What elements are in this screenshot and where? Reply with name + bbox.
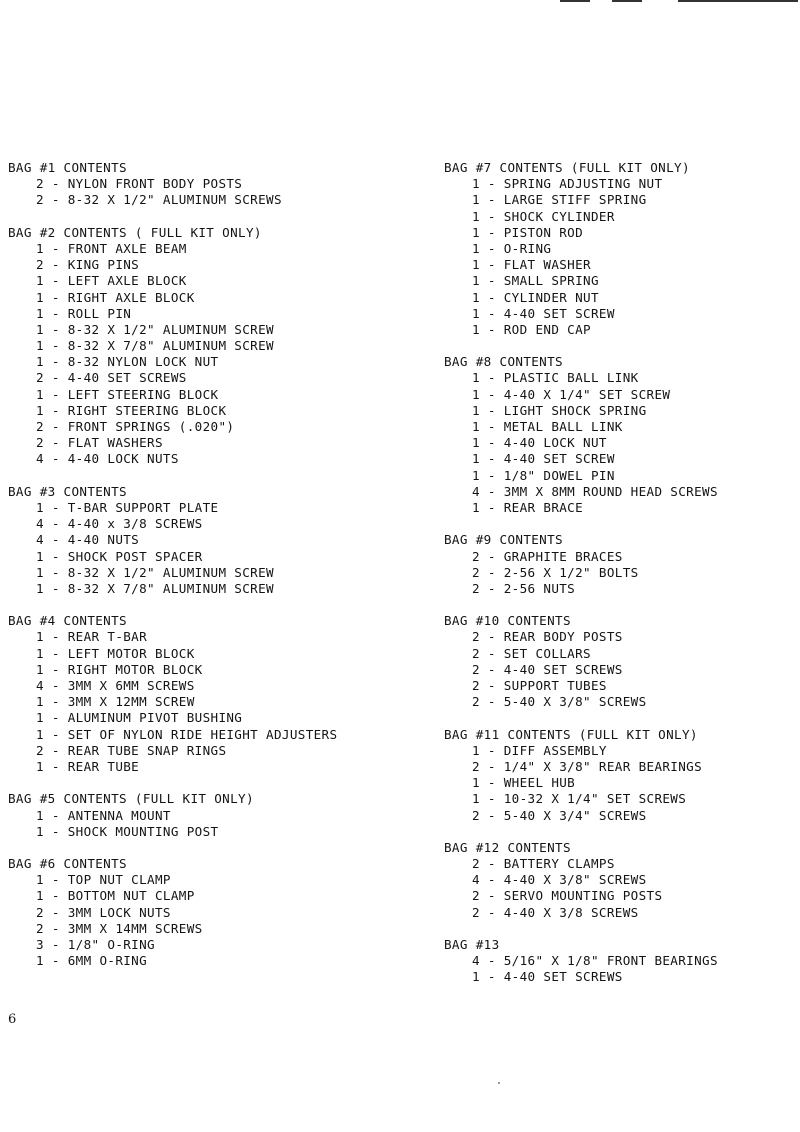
bag-item: 1 - FLAT WASHER bbox=[472, 257, 591, 273]
bag-item: 1 - DIFF ASSEMBLY bbox=[472, 742, 607, 758]
bag-item: 1 - SHOCK POST SPACER bbox=[36, 548, 203, 564]
bag-item: 1 - ROD END CAP bbox=[472, 321, 591, 337]
bag-section bbox=[8, 160, 428, 209]
bag-item: 1 - CYLINDER NUT bbox=[472, 289, 599, 305]
bag-title: BAG #9 CONTENTS bbox=[444, 532, 563, 548]
bag-title: BAG #4 CONTENTS bbox=[8, 613, 127, 629]
bag-section bbox=[444, 160, 794, 338]
bag-item: 2 - 3MM LOCK NUTS bbox=[36, 904, 171, 920]
bag-item: 1 - 1/8" DOWEL PIN bbox=[472, 467, 615, 483]
bag-item: 2 - 3MM X 14MM SCREWS bbox=[36, 920, 203, 936]
bag-item: 4 - 4-40 x 3/8 SCREWS bbox=[36, 516, 203, 532]
bag-item: 2 - FRONT SPRINGS (.020") bbox=[36, 419, 235, 434]
bag-item: 1 - LEFT MOTOR BLOCK bbox=[36, 645, 195, 661]
bag-item: 1 - 6MM O-RING bbox=[36, 953, 148, 969]
bag-item: 2 - FLAT WASHERS bbox=[36, 435, 163, 451]
bag-item: 1 - LARGE STIFF SPRING bbox=[472, 192, 647, 208]
bag-item: 1 - 4-40 LOCK NUT bbox=[472, 435, 607, 451]
bag-item: 1 - 8-32 X 1/2" ALUMINUM SCREW bbox=[36, 321, 274, 337]
bag-title: BAG #5 CONTENTS (FULL KIT ONLY) bbox=[8, 791, 254, 807]
bag-item: 1 - 8-32 X 7/8" ALUMINUM SCREW bbox=[36, 338, 274, 354]
bag-item: 1 - SMALL SPRING bbox=[472, 273, 599, 289]
bag-section bbox=[444, 354, 794, 516]
bag-title: BAG #10 CONTENTS bbox=[444, 613, 571, 629]
bag-item: 1 - SET OF NYLON RIDE HEIGHT ADJUSTERS bbox=[36, 726, 338, 742]
scan-top-mark bbox=[560, 0, 590, 2]
bag-item: 1 - ANTENNA MOUNT bbox=[36, 807, 171, 823]
bag-item: 1 - TOP NUT CLAMP bbox=[36, 872, 171, 888]
bag-item: 1 - SHOCK MOUNTING POST bbox=[36, 823, 219, 839]
bag-item: 2 - BATTERY CLAMPS bbox=[472, 856, 615, 872]
bag-item: 1 - METAL BALL LINK bbox=[472, 419, 623, 434]
left-contents-column bbox=[8, 160, 428, 986]
bag-item: 1 - FRONT AXLE BEAM bbox=[36, 240, 187, 256]
bag-title: BAG #11 CONTENTS (FULL KIT ONLY) bbox=[444, 726, 698, 742]
bag-item: 1 - REAR BRACE bbox=[472, 499, 584, 515]
bag-item: 1 - LEFT AXLE BLOCK bbox=[36, 273, 187, 289]
bag-item: 1 - LIGHT SHOCK SPRING bbox=[472, 402, 647, 418]
bag-item: 2 - REAR BODY POSTS bbox=[472, 629, 623, 645]
bag-item: 2 - 4-40 SET SCREWS bbox=[472, 661, 623, 677]
bag-item: 2 - 2-56 X 1/2" BOLTS bbox=[472, 564, 639, 580]
bag-item: 4 - 3MM X 6MM SCREWS bbox=[36, 678, 195, 693]
bag-item: 1 - RIGHT STEERING BLOCK bbox=[36, 402, 227, 418]
bag-item: 4 - 3MM X 8MM ROUND HEAD SCREWS bbox=[472, 483, 718, 499]
bag-item: 4 - 5/16" X 1/8" FRONT BEARINGS bbox=[472, 953, 718, 969]
bag-section bbox=[8, 613, 428, 775]
bag-item: 2 - 5-40 X 3/8" SCREWS bbox=[472, 694, 647, 710]
bag-section bbox=[8, 225, 428, 468]
bag-item: 2 - 4-40 X 3/8 SCREWS bbox=[472, 904, 639, 920]
bag-item: 2 - 4-40 SET SCREWS bbox=[36, 370, 187, 386]
bag-section bbox=[444, 613, 794, 710]
bag-title: BAG #1 CONTENTS bbox=[8, 160, 127, 175]
bag-item: 1 - LEFT STEERING BLOCK bbox=[36, 386, 219, 402]
bag-item: 1 - SPRING ADJUSTING NUT bbox=[472, 176, 663, 192]
bag-item: 1 - PLASTIC BALL LINK bbox=[472, 370, 639, 386]
bag-title: BAG #13 bbox=[444, 937, 500, 952]
bag-section bbox=[444, 532, 794, 597]
right-contents-column bbox=[444, 160, 794, 1002]
bag-item: 1 - PISTON ROD bbox=[472, 224, 584, 240]
scan-top-mark bbox=[678, 0, 798, 2]
bag-item: 1 - REAR T-BAR bbox=[36, 629, 148, 645]
bag-item: 3 - 1/8" O-RING bbox=[36, 937, 155, 952]
bag-item: 1 - REAR TUBE bbox=[36, 758, 140, 774]
bag-item: 2 - 8-32 X 1/2" ALUMINUM SCREWS bbox=[36, 192, 282, 208]
bag-item: 1 - WHEEL HUB bbox=[472, 775, 576, 791]
bag-item: 1 - T-BAR SUPPORT PLATE bbox=[36, 499, 219, 515]
bag-section bbox=[444, 727, 794, 824]
bag-section bbox=[8, 484, 428, 597]
bag-item: 1 - 3MM X 12MM SCREW bbox=[36, 694, 195, 710]
bag-item: 4 - 4-40 NUTS bbox=[36, 532, 140, 548]
bag-item: 1 - RIGHT AXLE BLOCK bbox=[36, 289, 195, 305]
bag-item: 2 - SUPPORT TUBES bbox=[472, 678, 607, 693]
bag-item: 1 - ALUMINUM PIVOT BUSHING bbox=[36, 710, 243, 726]
bag-item: 2 - 5-40 X 3/4" SCREWS bbox=[472, 807, 647, 823]
bag-item: 1 - 8-32 NYLON LOCK NUT bbox=[36, 354, 219, 370]
bag-title: BAG #8 CONTENTS bbox=[444, 354, 563, 370]
bag-item: 2 - 1/4" X 3/8" REAR BEARINGS bbox=[472, 758, 703, 774]
bag-item: 1 - 4-40 SET SCREW bbox=[472, 305, 615, 321]
bag-item: 2 - REAR TUBE SNAP RINGS bbox=[36, 742, 227, 758]
bag-item: 1 - 10-32 X 1/4" SET SCREWS bbox=[472, 791, 687, 807]
bag-item: 1 - RIGHT MOTOR BLOCK bbox=[36, 661, 203, 677]
bag-item: 4 - 4-40 X 3/8" SCREWS bbox=[472, 872, 647, 888]
bag-item: 2 - NYLON FRONT BODY POSTS bbox=[36, 176, 243, 192]
bag-item: 2 - GRAPHITE BRACES bbox=[472, 548, 623, 564]
bag-item: 1 - 8-32 X 7/8" ALUMINUM SCREW bbox=[36, 580, 274, 596]
bag-item: 1 - 4-40 SET SCREWS bbox=[472, 969, 623, 985]
bag-item: 1 - 8-32 X 1/2" ALUMINUM SCREW bbox=[36, 564, 274, 580]
bag-item: 2 - SERVO MOUNTING POSTS bbox=[472, 888, 663, 904]
scan-top-mark bbox=[612, 0, 642, 2]
bag-item: 1 - O-RING bbox=[472, 240, 552, 256]
bag-title: BAG #12 CONTENTS bbox=[444, 839, 571, 855]
bag-title: BAG #2 CONTENTS ( FULL KIT ONLY) bbox=[8, 224, 262, 240]
bag-item: 1 - BOTTOM NUT CLAMP bbox=[36, 888, 195, 904]
bag-item: 1 - 4-40 SET SCREW bbox=[472, 451, 615, 467]
bag-title: BAG #3 CONTENTS bbox=[8, 483, 127, 499]
bag-section bbox=[444, 937, 794, 986]
scan-speck bbox=[498, 1082, 500, 1084]
bag-item: 2 - 2-56 NUTS bbox=[472, 580, 576, 596]
bag-item: 1 - ROLL PIN bbox=[36, 305, 132, 321]
bag-title: BAG #6 CONTENTS bbox=[8, 856, 127, 872]
bag-section bbox=[8, 791, 428, 840]
page-number: 6 bbox=[8, 1012, 17, 1027]
bag-item: 1 - 4-40 X 1/4" SET SCREW bbox=[472, 386, 671, 402]
bag-title: BAG #7 CONTENTS (FULL KIT ONLY) bbox=[444, 160, 690, 175]
bag-item: 1 - SHOCK CYLINDER bbox=[472, 208, 615, 224]
bag-section bbox=[444, 840, 794, 921]
bag-item: 2 - KING PINS bbox=[36, 257, 140, 273]
bag-item: 2 - SET COLLARS bbox=[472, 645, 591, 661]
bag-item: 4 - 4-40 LOCK NUTS bbox=[36, 451, 179, 467]
bag-section bbox=[8, 856, 428, 969]
